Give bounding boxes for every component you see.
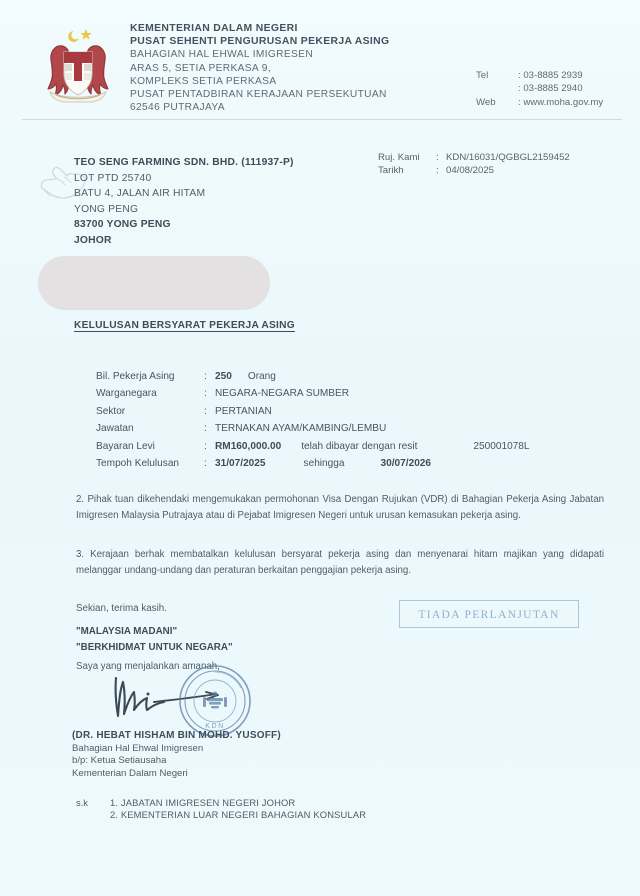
recipient-line-3: YONG PENG [74,203,139,215]
reference-value: KDN/16031/QGBGL2159452 [446,152,570,163]
detail-colon: : [204,423,207,435]
detail-value: RM160,000.00 [215,440,282,452]
contact-block [476,69,603,109]
detail-value-until: 30/07/2026 [380,458,432,470]
department-name: PUSAT SEHENTI PENGURUSAN PEKERJA ASING [130,36,390,48]
detail-value: PERTANIAN [215,405,272,417]
no-extension-stamp [399,600,579,628]
kdn-official-round-seal-icon [178,664,252,738]
signatory-details [72,743,203,780]
web-value: : www.moha.gov.my [518,96,604,108]
detail-colon: : [204,440,207,452]
cc-item: 1. JABATAN IMIGRESEN NEGERI JOHOR [110,797,296,808]
detail-value: NEGARA-NEGARA SUMBER [215,388,350,400]
signatory-name: (DR. HEBAT HISHAM BIN MOHD. YUSOFF) [72,730,281,741]
detail-row-worker-count [96,368,530,385]
detail-colon: : [204,405,207,417]
detail-receipt-number: 250001078L [473,440,530,452]
slogan-berkhidmat: "BERKHIDMAT UNTUK NEGARA" [76,642,233,654]
ministry-address-block [130,22,389,114]
cc-list [110,797,366,821]
closing-spacer [76,617,233,624]
address-line-1: ARAS 5, SETIA PERKASA 9, [130,62,271,74]
no-extension-stamp-text: TIADA PERLANJUTAN [418,607,560,621]
tel-value-1: : 03-8885 2939 [518,70,583,81]
recipient-company: TEO SENG FARMING SDN. BHD. (111937-P) [74,157,294,168]
signature-intro: Saya yang menjalankan amanah, [76,661,220,672]
detail-label: Tempoh Kelulusan [96,458,180,470]
detail-colon: : [204,388,207,400]
recipient-line-2: BATU 4, JALAN AIR HITAM [74,188,206,200]
detail-row-levy [96,438,530,455]
recipient-state: JOHOR [74,234,112,246]
signatory-on-behalf: b/p: Ketua Setiausaha [72,755,167,767]
closing-block [76,601,233,657]
detail-row-validity [96,455,530,472]
malaysia-coat-of-arms-icon [34,22,122,108]
paragraph-2: 2. Pihak tuan dikehendaki mengemukakan permohonan Visa Dengan Rujukan (VDR) di Bahagian Pekerja Asing Jabatan Imigresen Malaysia Putrajaya atau di Pejabat Imigresen Negeri untuk urusan kemasukan pekerja asing. [76,494,604,522]
detail-connector: sehingga [303,458,345,470]
tel-value-2: : 03-8885 2940 [518,83,583,95]
date-value: 04/08/2025 [446,164,495,176]
web-label: Web [476,96,496,108]
paragraph-3: 3. Kerajaan berhak membatalkan kelulusan bersyarat pekerja asing dan menyenarai hitam majikan yang didapati melanggar undang-undang dan peraturan berkaitan penggajian pekerja asing. [76,549,604,577]
detail-label: Bayaran Levi [96,440,155,452]
detail-label: Jawatan [96,423,134,435]
cc-item: 2. KEMENTERIAN LUAR NEGERI BAHAGIAN KONSULAR [110,809,367,821]
address-line-3: PUSAT PENTADBIRAN KERAJAAN PERSEKUTUAN [130,89,387,101]
redaction-block [38,256,270,310]
division-name: BAHAGIAN HAL EHWAL IMIGRESEN [130,49,314,61]
address-postcode: 62546 PUTRAJAYA [130,102,225,114]
reference-colon: : [436,152,439,163]
closing-thanks: Sekian, terima kasih. [76,603,167,614]
signatory-division: Bahagian Hal Ehwal Imigresen [72,743,204,754]
date-colon: : [436,164,439,176]
signatory-ministry: Kementerian Dalam Negeri [72,767,188,779]
detail-value: 250 [215,371,232,382]
svg-text:KDN: KDN [205,723,225,730]
address-line-2: KOMPLEKS SETIA PERKASA [130,75,277,87]
detail-row-nationality [96,385,530,402]
detail-colon: : [204,458,207,470]
detail-value-from: 31/07/2025 [215,458,266,470]
recipient-line-1: LOT PTD 25740 [74,172,152,184]
detail-unit: Orang [247,371,276,382]
approval-details-table [96,368,530,472]
subject-heading: KELULUSAN BERSYARAT PEKERJA ASING [74,320,295,331]
recipient-address [74,155,294,249]
slogan-malaysia-madani: "MALAYSIA MADANI" [76,626,178,638]
tel-label: Tel [476,70,489,81]
detail-label: Sektor [96,405,126,417]
reference-block [378,152,570,177]
detail-row-sector [96,403,530,420]
tel-label-blank [476,82,518,95]
detail-row-position [96,420,530,437]
date-label: Tarikh [378,164,404,176]
detail-label: Warganegara [96,388,157,400]
letterhead [0,0,640,120]
detail-colon: : [204,371,207,382]
detail-label: Bil. Pekerja Asing [96,371,175,382]
reference-label: Ruj. Kami [378,152,420,163]
cc-label: s.k [76,797,88,808]
recipient-postcode-city: 83700 YONG PENG [74,219,171,231]
detail-value: TERNAKAN AYAM/KAMBING/LEMBU [215,423,387,435]
header-divider [22,119,622,120]
ministry-name: KEMENTERIAN DALAM NEGERI [130,23,298,34]
detail-note: telah dibayar dengan resit [301,440,418,452]
carbon-copy-block [76,797,366,821]
